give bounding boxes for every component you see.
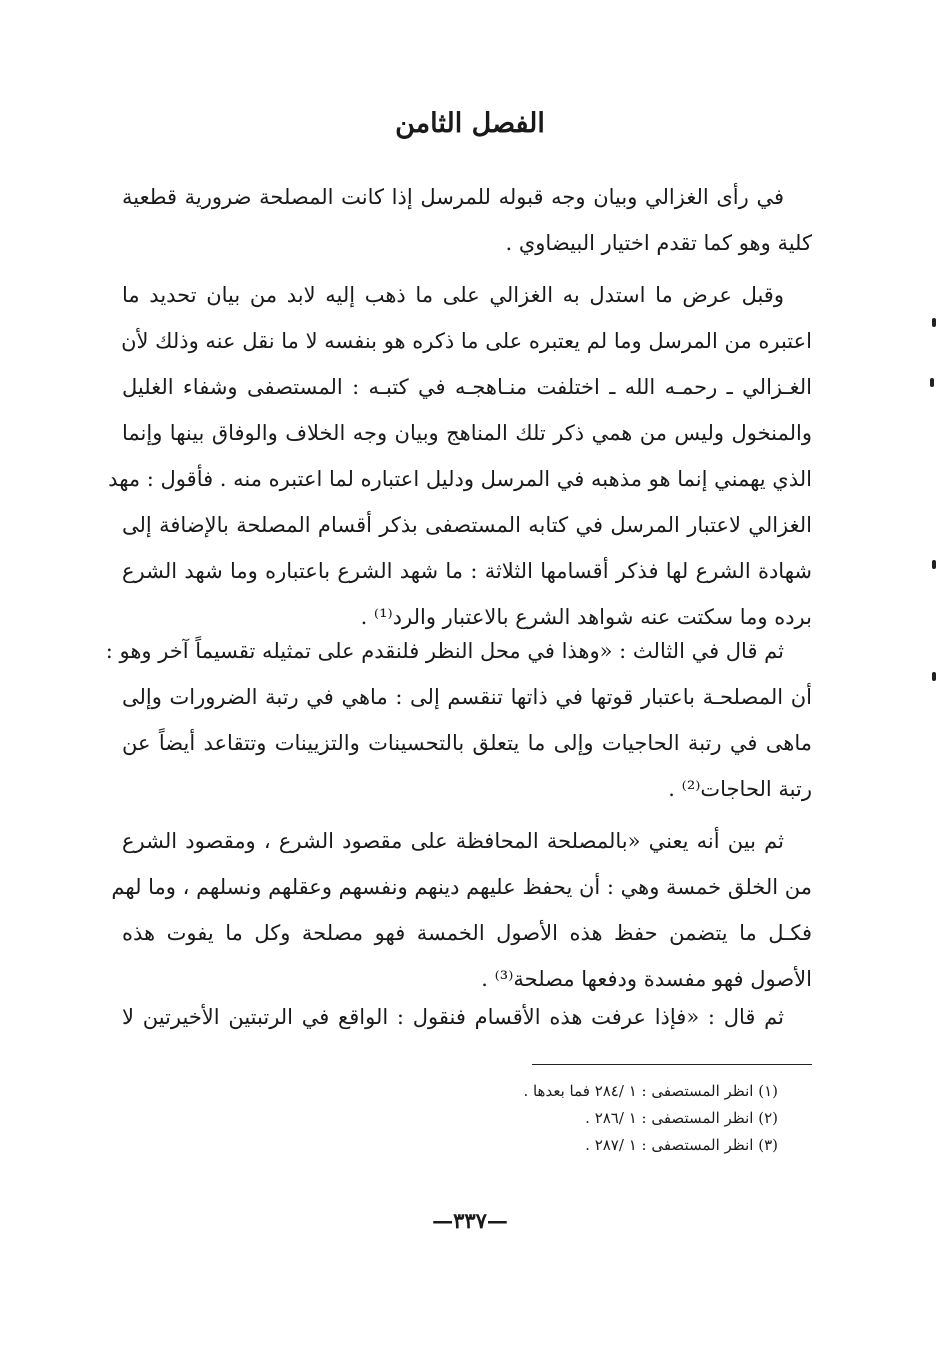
paragraph-line: اعتبره من المرسل وما لم يعتبره على ما ذكره هو بنفسه لا ما نقل عنه وذلك لأن — [121, 329, 812, 353]
paragraph-line: الغزالي لاعتبار المرسل في كتابه المستصفى بذكر أقسام المصلحة بالإضافة إلى — [122, 513, 812, 537]
paragraph-line: أن المصلحـة باعتبار قوتها في ذاتها تنقسم إلى : ماهي في رتبة الضرورات وإلى — [122, 685, 812, 709]
paragraph-line: ماهى في رتبة الحاجيات وإلى ما يتعلق بالتحسينات والتزيينات وتتقاعد أيضاً عن — [122, 731, 812, 755]
paragraph-line: ثم قال : «فإذا عرفت هذه الأقسام فنقول : الواقع في الرتبتين الأخيرتين لا — [122, 1005, 784, 1029]
paragraph-3 — [105, 628, 812, 812]
scan-mark — [932, 318, 936, 327]
paragraph-line: برده وما سكتت عنه شواهد الشرع بالاعتبار والرد⁽¹⁾ . — [360, 605, 812, 629]
paragraph-line: والمنخول وليس من همي ذكر تلك المناهج وبيان وجه الخلاف والوفاق بينها وإنما — [122, 421, 812, 445]
paragraph-line: كلية وهو كما تقدم اختيار البيضاوي . — [505, 231, 812, 255]
paragraph-1 — [122, 174, 812, 266]
paragraph-line: من الخلق خمسة وهي : أن يحفظ عليهم دينهم ونفسهم وعقلهم ونسلهم ، وما لهم — [111, 875, 812, 899]
paragraph-line: فكـل ما يتضمن حفظ هذه الأصول الخمسة فهو مصلحة وكل ما يفوت هذه — [122, 921, 812, 945]
scan-mark — [930, 378, 934, 387]
paragraph-line: ثم قال في الثالث : «وهذا في محل النظر فلنقدم على تمثيله تقسيماً آخر وهو : — [105, 639, 784, 663]
paragraph-line: رتبة الحاجات⁽²⁾ . — [668, 777, 812, 801]
footnote-1: (١) انظر المستصفى : ١ /٢٨٤ فما بعدها . — [523, 1082, 778, 1100]
paragraph-line: شهادة الشرع لها فذكر أقسامها الثلاثة : ما شهد الشرع باعتباره وما شهد الشرع — [122, 559, 812, 583]
footnote-2: (٢) انظر المستصفى : ١ /٢٨٦ . — [585, 1109, 778, 1127]
paragraph-line: الغـزالي ـ رحمـه الله ـ اختلفت منـاهجـه في كتبـه : المستصفى وشفاء الغليل — [122, 375, 812, 399]
paragraph-line: الذي يهمني إنما هو مذهبه في المرسل ودليل اعتباره لما اعتبره منه . فأقول : مهد — [108, 467, 812, 491]
paragraph-line: في رأى الغزالي وبيان وجه قبوله للمرسل إذا كانت المصلحة ضرورية قطعية — [122, 185, 784, 209]
paragraph-line: ثم بين أنه يعني «بالمصلحة المحافظة على مقصود الشرع ، ومقصود الشرع — [122, 829, 784, 853]
scan-mark — [932, 672, 936, 681]
paragraph-4 — [111, 818, 812, 1002]
footnote-divider — [532, 1064, 812, 1065]
footnote-3: (٣) انظر المستصفى : ١ /٢٨٧ . — [585, 1136, 778, 1154]
paragraph-2 — [108, 272, 812, 640]
paragraph-line: وقبل عرض ما استدل به الغزالي على ما ذهب إليه لابد من بيان تحديد ما — [122, 283, 784, 307]
paragraph-line: الأصول فهو مفسدة ودفعها مصلحة⁽³⁾ . — [481, 967, 812, 991]
footnotes — [378, 1078, 778, 1159]
scan-mark — [932, 560, 936, 569]
paragraph-5 — [122, 994, 812, 1040]
chapter-title: الفصل الثامن — [395, 108, 545, 139]
page-number: —٣٣٧— — [432, 1208, 508, 1233]
